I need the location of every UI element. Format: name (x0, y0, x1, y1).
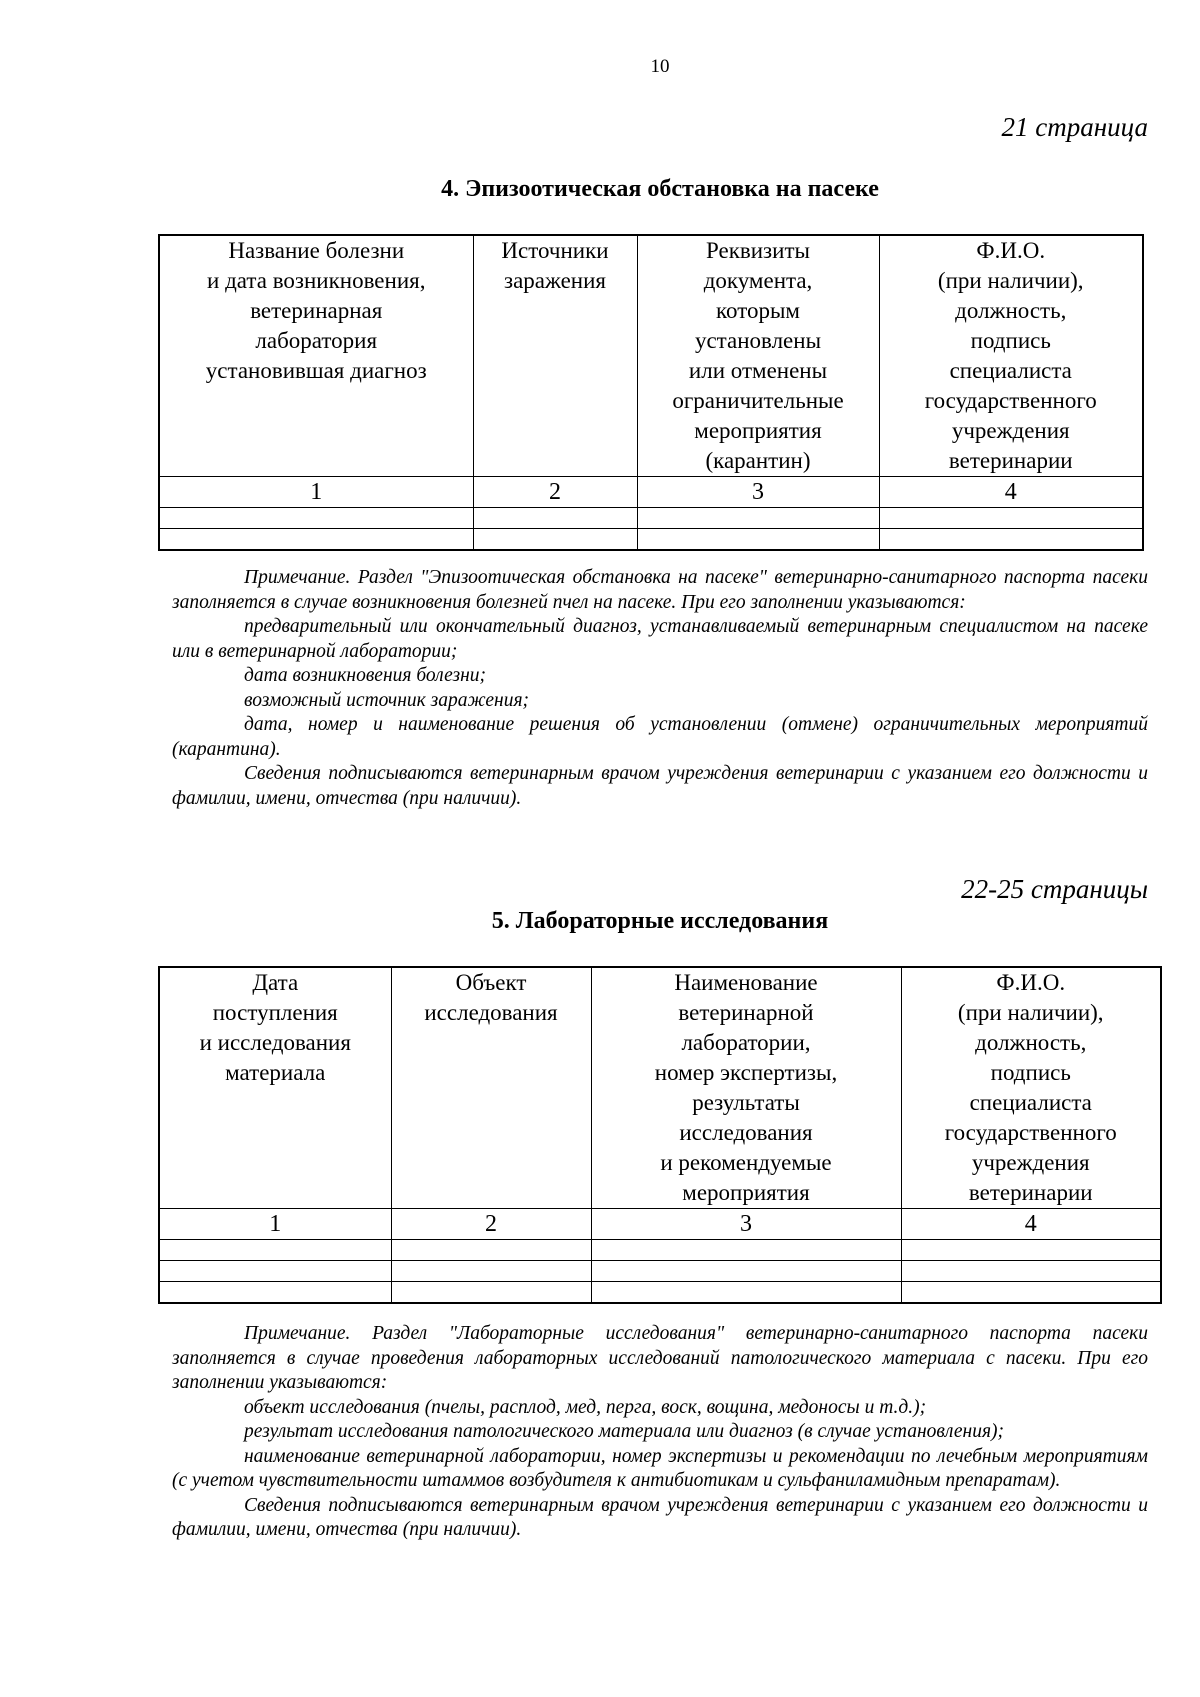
table-row (159, 508, 1143, 529)
column-header: Дата поступления и исследования материала (159, 967, 391, 1209)
note-paragraph: возможный источник заражения; (244, 689, 530, 711)
column-number-row (159, 477, 1143, 508)
table-cell (473, 508, 637, 529)
column-header: Наименование ветеринарной лаборатории, номер экспертизы, результаты исследования и рекомендуемые мероприятия (591, 967, 901, 1209)
column-header: Название болезни и дата возникновения, ветеринарная лаборатория установившая диагноз (159, 235, 473, 477)
section-5-note (172, 1322, 1148, 1543)
table-row (159, 1282, 1161, 1304)
table-header-row (159, 967, 1161, 1209)
table-cell (591, 1240, 901, 1261)
column-number-row (159, 1209, 1161, 1240)
table-cell (901, 1261, 1161, 1282)
section-5-page-ref: 22-25 страницы (961, 874, 1148, 904)
note-paragraph: Сведения подписываются ветеринарным врачом учреждения ветеринарии с указанием его должности и фамилии, имени, отчества (при наличии). (172, 1494, 1148, 1540)
table-cell (159, 529, 473, 551)
column-header: Ф.И.О. (при наличии), должность, подпись специалиста государственного учреждения ветеринарии (901, 967, 1161, 1209)
table-row (159, 1240, 1161, 1261)
note-paragraph: дата, номер и наименование решения об установлении (отмене) ограничительных мероприятий (карантина). (172, 714, 1148, 760)
section-4-note (172, 566, 1148, 811)
lab-research-table (158, 966, 1162, 1304)
table-cell (637, 529, 879, 551)
column-number: 1 (159, 1209, 391, 1240)
table-header-row (159, 235, 1143, 477)
table-cell (879, 508, 1143, 529)
table-cell (637, 508, 879, 529)
column-header: Реквизиты документа, которым установлены или отменены ограничительные мероприятия (карантин) (637, 235, 879, 477)
table-cell (901, 1240, 1161, 1261)
note-paragraph: Примечание. Раздел "Эпизоотическая обстановка на пасеке" ветеринарно-санитарного паспорта пасеки заполняется в случае возникновения болезней пчел на пасеке. При его заполнении указываются: (172, 567, 1148, 613)
table-cell (159, 1261, 391, 1282)
note-paragraph: Сведения подписываются ветеринарным врачом учреждения ветеринарии с указанием его должности и фамилии, имени, отчества (при наличии). (172, 763, 1148, 809)
column-header: Объект исследования (391, 967, 591, 1209)
section-4-page-ref: 21 страница (1001, 112, 1148, 142)
table-cell (473, 529, 637, 551)
note-paragraph: наименование ветеринарной лаборатории, номер экспертизы и рекомендации по лечебным мероприятиям (с учетом чувствительности штаммов возбудителя к антибиотикам и сульфаниламидным препаратам). (172, 1445, 1148, 1491)
table-cell (591, 1282, 901, 1304)
note-paragraph: Примечание. Раздел "Лабораторные исследования" ветеринарно-санитарного паспорта пасеки заполняется в случае проведения лабораторных исследований патологического материала с пасеки. При его заполнении указываются: (172, 1323, 1148, 1393)
table-cell (901, 1282, 1161, 1304)
column-header: Источники заражения (473, 235, 637, 477)
table-cell (159, 508, 473, 529)
note-paragraph: результат исследования патологического материала или диагноз (в случае установления); (244, 1421, 1004, 1442)
section-5-title: 5. Лабораторные исследования (491, 908, 829, 934)
table-cell (391, 1240, 591, 1261)
table-cell (879, 529, 1143, 551)
epizootic-table (158, 234, 1144, 551)
note-paragraph: дата возникновения болезни; (244, 665, 487, 686)
section-4-title: 4. Эпизоотическая обстановка на пасеке (441, 176, 879, 202)
table-cell (391, 1282, 591, 1304)
column-number: 2 (391, 1209, 591, 1240)
table-cell (159, 1282, 391, 1304)
column-header: Ф.И.О. (при наличии), должность, подпись специалиста государственного учреждения ветеринарии (879, 235, 1143, 477)
column-number: 3 (637, 477, 879, 508)
column-number: 4 (901, 1209, 1161, 1240)
table-cell (591, 1261, 901, 1282)
note-paragraph: объект исследования (пчелы, расплод, мед, перга, воск, вощина, медоносы и т.д.); (244, 1396, 927, 1418)
column-number: 3 (591, 1209, 901, 1240)
table-cell (159, 1240, 391, 1261)
column-number: 4 (879, 477, 1143, 508)
note-paragraph: предварительный или окончательный диагноз, устанавливаемый ветеринарным специалистом на пасеке или в ветеринарной лаборатории; (172, 616, 1148, 662)
page-number: 10 (650, 56, 670, 77)
table-row (159, 529, 1143, 551)
table-cell (391, 1261, 591, 1282)
column-number: 1 (159, 477, 473, 508)
table-row (159, 1261, 1161, 1282)
column-number: 2 (473, 477, 637, 508)
